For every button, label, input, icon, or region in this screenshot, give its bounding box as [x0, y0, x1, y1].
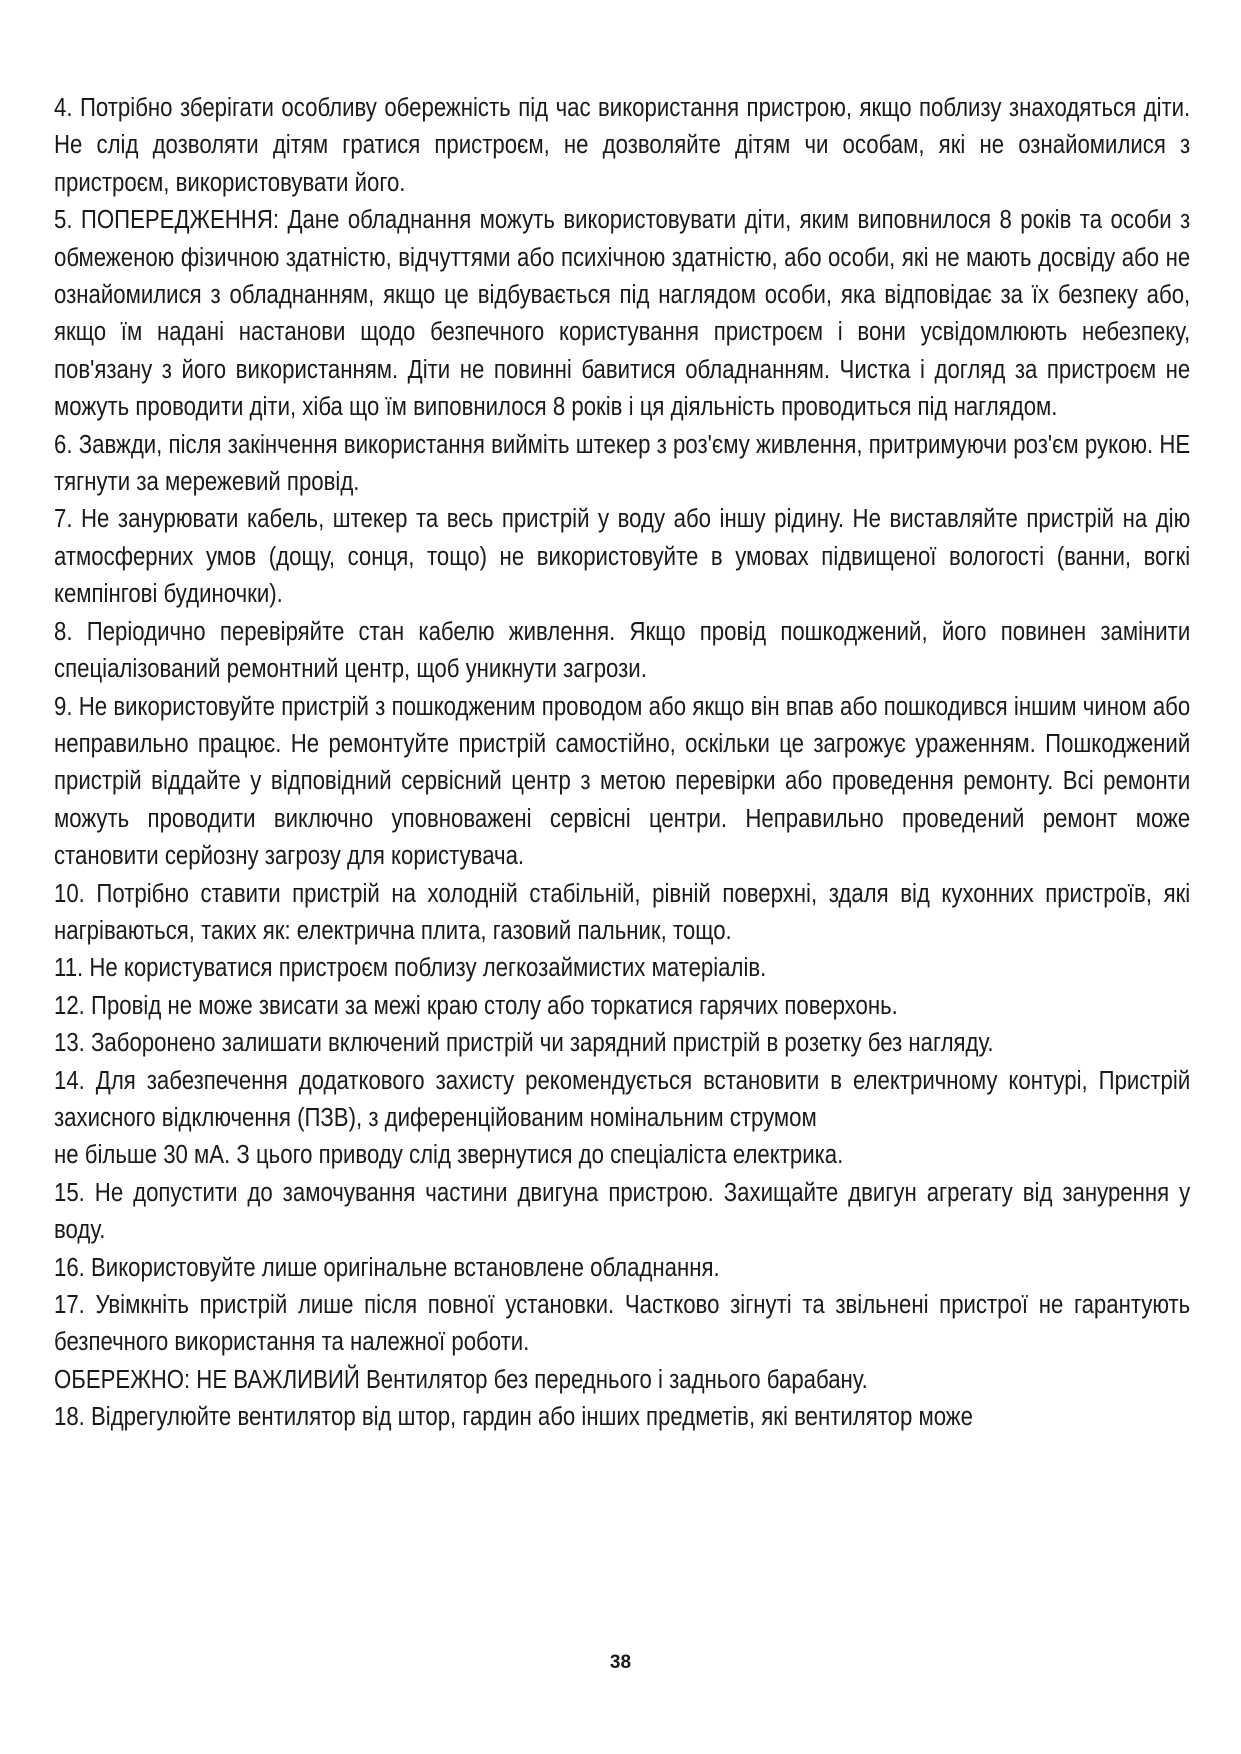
paragraph-13: 13. Заборонено залишати включений пристрій чи зарядний пристрій в розетку без нагляду. [54, 1029, 994, 1058]
paragraph-4: 4. Потрібно зберігати особливу обережність під час використання пристрою, якщо поблизу знаходяться діти. Не слід дозволяти дітям гратися пристроєм, не дозволяйте дітям чи особам, які не ознайомилися з пристроєм, використовувати його. [54, 94, 1191, 197]
paragraph-14: 14. Для забезпечення додаткового захисту рекомендується встановити в електричному контурі, Пристрій захисного відключення (ПЗВ), з диференційованим номінальним струмом [54, 1066, 1191, 1132]
paragraph-10: 10. Потрібно ставити пристрій на холодній стабільній, рівній поверхні, здаля від кухонних пристроїв, які нагріваються, таких як: електрична плита, газовий пальник, тощо. [54, 879, 1191, 945]
paragraph-15: 15. Не допустити до замочування частини двигуна пристрою. Захищайте двигун агрегату від занурення у воду. [54, 1178, 1191, 1245]
paragraph-6: 6. Завжди, після закінчення використання вийміть штекер з роз'єму живлення, притримуючи роз'єм рукою. НЕ тягнути за мережевий провід. [54, 430, 1191, 497]
paragraph-16: 16. Використовуйте лише оригінальне встановлене обладнання. [54, 1253, 720, 1282]
paragraph-8: 8. Періодично перевіряйте стан кабелю живлення. Якщо провід пошкоджений, його повинен замінити спеціалізований ремонтний центр, щоб уникнути загрози. [54, 617, 1191, 684]
paragraph-11: 11. Не користуватися пристроєм поблизу легкозаймистих матеріалів. [54, 954, 767, 983]
paragraph-5-warning: 5. ПОПЕРЕДЖЕННЯ: Дане обладнання можуть використовувати діти, яким виповнилося 8 років та особи з обмеженою фізичною здатністю, відчуттями або психічною здатністю, або особи, які не мають досвіду або не ознайомилися з обладнанням, якщо це відбувається під наглядом особи, яка відповідає за їх безпеку або, якщо їм надані настанови щодо безпечного користування пристроєм і вони усвідомлюють небезпеку, пов'язану з його використанням. Діти не повинні бавитися обладнанням. Чистка і догляд за пристроєм не можуть проводити діти, хіба що їм виповнилося 8 років і ця діяльність проводиться під наглядом. [54, 206, 1191, 422]
paragraph-17: 17. Увімкніть пристрій лише після повної установки. Частково зігнуті та звільнені пристрої не гарантують безпечного використання та належної роботи. [54, 1291, 1191, 1357]
caution-note: ОБЕРЕЖНО: НЕ ВАЖЛИВИЙ Вентилятор без переднього і заднього барабану. [54, 1365, 868, 1394]
paragraph-7: 7. Не занурювати кабель, штекер та весь пристрій у воду або іншу рідину. Не виставляйте пристрій на дію атмосферних умов (дощу, сонця, тощо) не використовуйте в умовах підвищеної вологості (ванни, вогкі кемпінгові будиночки). [54, 505, 1191, 609]
paragraph-12: 12. Провід не може звисати за межі краю столу або торкатися гарячих поверхонь. [54, 991, 898, 1020]
body-text [54, 90, 1190, 1437]
paragraph-9: 9. Не використовуйте пристрій з пошкодженим проводом або якщо він впав або пошкодився іншим чином або неправильно працює. Не ремонтуйте пристрій самостійно, оскільки це загрожує ураженням. Пошкоджений пристрій віддайте у відповідний сервісний центр з метою перевірки або проведення ремонту. Всі ремонти можуть проводити виключно уповноважені сервісні центри. Неправильно проведений ремонт може становити серйозну загрозу для користувача. [54, 692, 1191, 871]
paragraph-18: 18. Відрегулюйте вентилятор від штор, гардин або інших предметів, які вентилятор може [54, 1403, 973, 1432]
paragraph-14-continued: не більше 30 мА. З цього приводу слід звернутися до спеціаліста електрика. [54, 1141, 844, 1170]
page-number: 38 [609, 1652, 632, 1673]
